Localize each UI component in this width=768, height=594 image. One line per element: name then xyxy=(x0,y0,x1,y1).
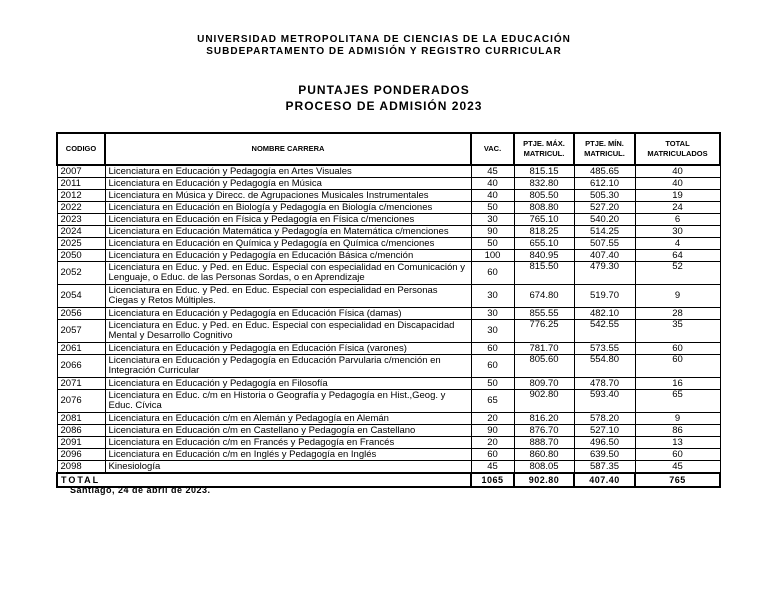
row-min-score: 514.25 xyxy=(574,226,635,238)
col-header-max-line2: MATRICUL. xyxy=(523,149,565,158)
row-total-enrolled: 60 xyxy=(635,449,720,461)
row-program-name: Licenciatura en Música y Direcc. de Agrupaciones Musicales Instrumentales xyxy=(105,190,471,202)
table-row xyxy=(57,165,720,178)
row-program-name: Licenciatura en Educación c/m en Alemán y Pedagogía en Alemán xyxy=(105,413,471,425)
row-max-score: 808.80 xyxy=(514,202,574,214)
table-body xyxy=(57,165,720,473)
col-header-min xyxy=(574,133,635,165)
row-total-enrolled: 24 xyxy=(635,202,720,214)
col-header-total-line1: TOTAL xyxy=(665,139,690,148)
col-header-min-line1: PTJE. MÍN. xyxy=(585,139,624,148)
row-program-name: Licenciatura en Educación en Biología y Pedagogía en Biología c/menciones xyxy=(105,202,471,214)
table-row xyxy=(57,178,720,190)
row-total-enrolled: 52 xyxy=(635,262,720,285)
row-min-score: 639.50 xyxy=(574,449,635,461)
row-vacancies: 20 xyxy=(471,437,514,449)
row-vacancies: 40 xyxy=(471,190,514,202)
table-row xyxy=(57,461,720,474)
totals-min: 407.40 xyxy=(574,473,635,487)
table-row xyxy=(57,355,720,378)
row-min-score: 573.55 xyxy=(574,343,635,355)
col-header-total xyxy=(635,133,720,165)
row-program-name: Licenciatura en Educ. c/m en Historia o Geografía y Pedagogía en Hist.,Geog. y Educ. Cívica xyxy=(105,390,471,413)
row-program-name: Licenciatura en Educación y Pedagogía en Música xyxy=(105,178,471,190)
row-min-score: 554.80 xyxy=(574,355,635,378)
row-vacancies: 40 xyxy=(471,178,514,190)
scores-table xyxy=(56,132,721,488)
totals-label: TOTAL xyxy=(57,473,471,487)
table-row xyxy=(57,190,720,202)
row-max-score: 815.50 xyxy=(514,262,574,285)
row-program-name: Licenciatura en Educación Matemática y Pedagogía en Matemática c/menciones xyxy=(105,226,471,238)
row-code: 2052 xyxy=(57,262,105,285)
row-max-score: 808.05 xyxy=(514,461,574,474)
row-total-enrolled: 19 xyxy=(635,190,720,202)
table-row xyxy=(57,226,720,238)
row-code: 2025 xyxy=(57,238,105,250)
row-vacancies: 30 xyxy=(471,214,514,226)
col-header-name: NOMBRE CARRERA xyxy=(105,133,471,165)
row-min-score: 527.20 xyxy=(574,202,635,214)
row-code: 2096 xyxy=(57,449,105,461)
row-total-enrolled: 40 xyxy=(635,178,720,190)
table-header-row xyxy=(57,133,720,165)
row-total-enrolled: 45 xyxy=(635,461,720,474)
row-vacancies: 50 xyxy=(471,238,514,250)
row-max-score: 818.25 xyxy=(514,226,574,238)
row-total-enrolled: 9 xyxy=(635,413,720,425)
row-total-enrolled: 60 xyxy=(635,355,720,378)
row-vacancies: 65 xyxy=(471,390,514,413)
table-row xyxy=(57,413,720,425)
row-program-name: Licenciatura en Educación c/m en Francés y Pedagogía en Francés xyxy=(105,437,471,449)
row-code: 2057 xyxy=(57,320,105,343)
row-code: 2086 xyxy=(57,425,105,437)
col-header-code: CODIGO xyxy=(57,133,105,165)
table-row xyxy=(57,343,720,355)
row-max-score: 840.95 xyxy=(514,250,574,262)
row-program-name: Kinesiología xyxy=(105,461,471,474)
row-min-score: 593.40 xyxy=(574,390,635,413)
row-max-score: 888.70 xyxy=(514,437,574,449)
row-program-name: Licenciatura en Educación y Pedagogía en Educación Básica c/mención xyxy=(105,250,471,262)
row-total-enrolled: 60 xyxy=(635,343,720,355)
row-total-enrolled: 9 xyxy=(635,285,720,308)
row-vacancies: 60 xyxy=(471,262,514,285)
row-code: 2023 xyxy=(57,214,105,226)
row-max-score: 776.25 xyxy=(514,320,574,343)
row-code: 2061 xyxy=(57,343,105,355)
row-code: 2012 xyxy=(57,190,105,202)
table-row xyxy=(57,250,720,262)
row-total-enrolled: 30 xyxy=(635,226,720,238)
row-total-enrolled: 28 xyxy=(635,308,720,320)
col-header-max xyxy=(514,133,574,165)
row-program-name: Licenciatura en Educación y Pedagogía en Educación Parvularia c/mención en Integración Curricular xyxy=(105,355,471,378)
row-max-score: 674.80 xyxy=(514,285,574,308)
page-title: PUNTAJES PONDERADOS xyxy=(298,83,470,97)
row-program-name: Licenciatura en Educación en Física y Pedagogía en Física c/menciones xyxy=(105,214,471,226)
row-total-enrolled: 6 xyxy=(635,214,720,226)
row-code: 2076 xyxy=(57,390,105,413)
row-program-name: Licenciatura en Educación y Pedagogía en Artes Visuales xyxy=(105,165,471,178)
row-code: 2098 xyxy=(57,461,105,474)
row-min-score: 407.40 xyxy=(574,250,635,262)
row-min-score: 479.30 xyxy=(574,262,635,285)
row-max-score: 781.70 xyxy=(514,343,574,355)
row-code: 2011 xyxy=(57,178,105,190)
row-max-score: 765.10 xyxy=(514,214,574,226)
row-vacancies: 45 xyxy=(471,461,514,474)
row-min-score: 578.20 xyxy=(574,413,635,425)
table-row xyxy=(57,320,720,343)
row-min-score: 482.10 xyxy=(574,308,635,320)
row-min-score: 496.50 xyxy=(574,437,635,449)
row-program-name: Licenciatura en Educación y Pedagogía en Educación Física (damas) xyxy=(105,308,471,320)
row-vacancies: 30 xyxy=(471,308,514,320)
row-vacancies: 50 xyxy=(471,378,514,390)
row-code: 2071 xyxy=(57,378,105,390)
table-row xyxy=(57,390,720,413)
row-program-name: Licenciatura en Educación en Química y Pedagogía en Química c/menciones xyxy=(105,238,471,250)
row-min-score: 612.10 xyxy=(574,178,635,190)
row-total-enrolled: 16 xyxy=(635,378,720,390)
row-total-enrolled: 13 xyxy=(635,437,720,449)
row-vacancies: 30 xyxy=(471,285,514,308)
row-total-enrolled: 4 xyxy=(635,238,720,250)
row-max-score: 815.15 xyxy=(514,165,574,178)
row-vacancies: 50 xyxy=(471,202,514,214)
row-min-score: 478.70 xyxy=(574,378,635,390)
totals-max: 902.80 xyxy=(514,473,574,487)
row-program-name: Licenciatura en Educación c/m en Inglés y Pedagogía en Inglés xyxy=(105,449,471,461)
row-program-name: Licenciatura en Educación c/m en Castellano y Pedagogía en Castellano xyxy=(105,425,471,437)
institution-header xyxy=(0,34,768,58)
table-row xyxy=(57,285,720,308)
totals-total: 765 xyxy=(635,473,720,487)
row-code: 2022 xyxy=(57,202,105,214)
row-max-score: 805.60 xyxy=(514,355,574,378)
row-min-score: 587.35 xyxy=(574,461,635,474)
table-row xyxy=(57,202,720,214)
totals-vac: 1065 xyxy=(471,473,514,487)
row-min-score: 519.70 xyxy=(574,285,635,308)
row-vacancies: 60 xyxy=(471,343,514,355)
row-max-score: 832.80 xyxy=(514,178,574,190)
row-max-score: 876.70 xyxy=(514,425,574,437)
row-vacancies: 45 xyxy=(471,165,514,178)
issue-date: Santiago, 24 de abril de 2023. xyxy=(70,485,211,495)
table-row xyxy=(57,308,720,320)
row-min-score: 505.30 xyxy=(574,190,635,202)
col-header-min-line2: MATRICUL. xyxy=(584,149,625,158)
row-code: 2091 xyxy=(57,437,105,449)
row-total-enrolled: 40 xyxy=(635,165,720,178)
row-min-score: 485.65 xyxy=(574,165,635,178)
row-min-score: 542.55 xyxy=(574,320,635,343)
row-vacancies: 20 xyxy=(471,413,514,425)
department-name: SUBDEPARTAMENTO DE ADMISIÓN Y REGISTRO CURRICULAR xyxy=(206,46,562,57)
row-code: 2024 xyxy=(57,226,105,238)
table-row xyxy=(57,437,720,449)
row-program-name: Licenciatura en Educación y Pedagogía en Educación Física (varones) xyxy=(105,343,471,355)
row-max-score: 855.55 xyxy=(514,308,574,320)
row-program-name: Licenciatura en Educ. y Ped. en Educ. Especial con especialidad en Comunicación y Lenguaje, o Educ. de las Personas Sordas, o en Aprendizaje xyxy=(105,262,471,285)
row-max-score: 805.50 xyxy=(514,190,574,202)
row-vacancies: 60 xyxy=(471,449,514,461)
row-max-score: 809.70 xyxy=(514,378,574,390)
university-name: UNIVERSIDAD METROPOLITANA DE CIENCIAS DE LA EDUCACIÓN xyxy=(197,34,571,45)
row-program-name: Licenciatura en Educación y Pedagogía en Filosofía xyxy=(105,378,471,390)
page-title-block xyxy=(0,82,768,114)
row-min-score: 527.10 xyxy=(574,425,635,437)
col-header-max-line1: PTJE. MÁX. xyxy=(523,139,565,148)
table-row xyxy=(57,425,720,437)
table-row xyxy=(57,262,720,285)
row-vacancies: 100 xyxy=(471,250,514,262)
row-total-enrolled: 86 xyxy=(635,425,720,437)
col-header-total-line2: MATRICULADOS xyxy=(647,149,708,158)
row-code: 2056 xyxy=(57,308,105,320)
row-max-score: 816.20 xyxy=(514,413,574,425)
row-vacancies: 60 xyxy=(471,355,514,378)
row-total-enrolled: 64 xyxy=(635,250,720,262)
row-program-name: Licenciatura en Educ. y Ped. en Educ. Especial con especialidad en Personas Ciegas y Retos Múltiples. xyxy=(105,285,471,308)
table-row xyxy=(57,238,720,250)
table-row xyxy=(57,214,720,226)
row-program-name: Licenciatura en Educ. y Ped. en Educ. Especial con especialidad en Discapacidad Mental y Desarrollo Cognitivo xyxy=(105,320,471,343)
row-max-score: 655.10 xyxy=(514,238,574,250)
row-code: 2066 xyxy=(57,355,105,378)
row-vacancies: 90 xyxy=(471,425,514,437)
row-min-score: 540.20 xyxy=(574,214,635,226)
row-code: 2050 xyxy=(57,250,105,262)
row-code: 2007 xyxy=(57,165,105,178)
row-total-enrolled: 35 xyxy=(635,320,720,343)
table-row xyxy=(57,449,720,461)
row-vacancies: 30 xyxy=(471,320,514,343)
row-total-enrolled: 65 xyxy=(635,390,720,413)
row-vacancies: 90 xyxy=(471,226,514,238)
row-code: 2054 xyxy=(57,285,105,308)
row-max-score: 902.80 xyxy=(514,390,574,413)
table-row xyxy=(57,378,720,390)
row-code: 2081 xyxy=(57,413,105,425)
row-min-score: 507.55 xyxy=(574,238,635,250)
page-subtitle: PROCESO DE ADMISIÓN 2023 xyxy=(285,99,483,113)
col-header-vac: VAC. xyxy=(471,133,514,165)
row-max-score: 860.80 xyxy=(514,449,574,461)
